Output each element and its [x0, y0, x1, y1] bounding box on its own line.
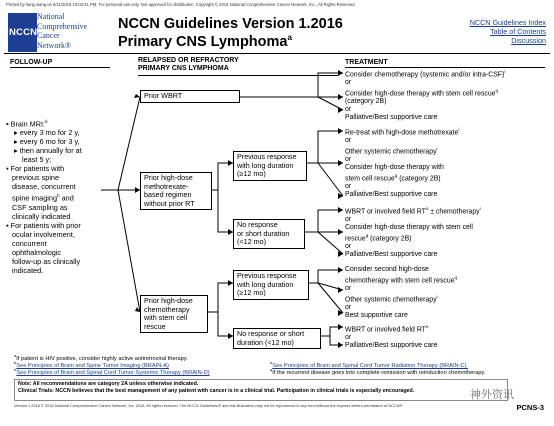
- treatment-group-4: Consider second high-dose chemotherapy with stem cell rescue$^q$ or Other systemic chemotherapy$^i$ or Best supportive care: [345, 266, 458, 320]
- followup-recommendations: ▪ Brain MRI:$^b$ ▸ every 3 mo for 2 y, ▸ every 6 mo for 3 y, ▸ then annually for at least 5 y; ▪ For patients with previous spine disease, concurrent spine imaging$^h$ and CSF sampling as clinically indicated ▪ For patients with prior ocular involvement, concurrent ophthalmologic follow-up as clinically indicated.: [6, 119, 82, 275]
- copyright-footer: Version 1.2016 © 2016 National Comprehensive Cancer Network, Inc. 2016, All rights reserved. The NCCN Guidelines® and this illustration may not be reproduced in any form without the express written permission of NCCN®.: [14, 403, 404, 408]
- brain-c-link[interactable]: See Principles of Brain and Spinal Cord Tumor Radiation Therapy (BRAIN-C).: [272, 362, 469, 369]
- brain-d-link[interactable]: See Principles of Brain and Spinal Cord Tumor Systemic Therapy (BRAIN-D): [16, 369, 210, 376]
- note-box: Note: All recommendations are category 2A unless otherwise indicated. Clinical Trials: NCCN believes that the best management of any patient with cancer is in a clinical trial. Participation in clinical trials is especially encouraged.: [14, 379, 508, 401]
- print-line: Printed by liang wang on 8/11/2016 10:03:41 PM. For personal use only. Not approved for distribution. Copyright © 2016 National Comprehensive Cancer Network, Inc., All Rights Reserved.: [6, 2, 356, 7]
- treatment-group-1: Consider chemotherapy (systemic and/or intra-CSF)$^i$ or Consider high-dose therapy with stem cell rescue$^q$ (category 2B) or Palliative/Best supportive care: [345, 69, 506, 122]
- treatment-header: TREATMENT: [345, 59, 388, 66]
- footnote-b: $^b$See Principles of Brain and Spine Tumor Imaging (BRAIN-A): [14, 360, 169, 369]
- footnote-q: $^q$If the recurrent disease goes into complete remission with reinduction chemotherapy.: [270, 367, 486, 376]
- brain-a-link[interactable]: See Principles of Brain and Spine Tumor Imaging (BRAIN-A): [16, 362, 169, 369]
- treatment-group-2: Re-treat with high-dose methotrexate$^i$ or Other systemic chemotherapy$^i$ or Consider high-dose therapy with stem cell rescue$^q$ (category 2B) or Palliative/Best supportive care: [345, 127, 460, 199]
- response-long-box-2: Previous response with long duration (≥12 mo): [233, 270, 309, 300]
- footnote-a: $^a$If patient is HIV positive, consider highly active antiretroviral therapy.: [14, 353, 188, 362]
- discussion-link[interactable]: Discussion: [511, 36, 546, 45]
- guidelines-index-link[interactable]: NCCN Guidelines Index: [469, 18, 546, 27]
- treatment-group-5: WBRT or involved field $RT^o$ or Palliative/Best supportive care: [345, 324, 438, 350]
- treatment-group-3: WBRT or involved field $RT^o$ ± chemotherapy$^i$ or Consider high-dose therapy with stem cell rescue$^q$ (category 2B) or Palliative/Best supportive care: [345, 206, 481, 259]
- page-title: Primary CNS Lymphoma$^a$: [118, 33, 292, 50]
- relapsed-header: RELAPSED OR REFRACTORY PRIMARY CNS LYMPHOMA: [138, 57, 239, 72]
- watermark: 神外资讯: [470, 389, 514, 401]
- prior-hd-mtx-box: Prior high-dose methotrexate- based regimen without prior RT: [140, 172, 212, 210]
- response-short-box-2: No response or short duration (<12 mo): [233, 328, 321, 349]
- nccn-logo: NCCN: [8, 13, 37, 52]
- footnote-h: $^h$See Principles of Brain and Spinal Cord Tumor Systemic Therapy (BRAIN-D): [14, 367, 210, 376]
- org-name: National Comprehensive Cancer Network®: [37, 12, 88, 50]
- prior-hd-chemo-box: Prior high-dose chemotherapy with stem cell rescue: [140, 295, 208, 333]
- response-long-box: Previous response with long duration (≥12 mo): [233, 151, 307, 181]
- footnote-o: $^o$See Principles of Brain and Spinal Cord Tumor Radiation Therapy (BRAIN-C).: [270, 360, 469, 369]
- response-short-box: No response or short duration (<12 mo): [233, 219, 305, 249]
- followup-header: FOLLOW-UP: [10, 59, 53, 66]
- table-of-contents-link[interactable]: Table of Contents: [490, 27, 546, 36]
- page-code: PCNS-3: [516, 403, 544, 412]
- prior-wbrt-box: Prior WBRT: [140, 90, 240, 103]
- guideline-version-title: NCCN Guidelines Version 1.2016: [118, 16, 343, 32]
